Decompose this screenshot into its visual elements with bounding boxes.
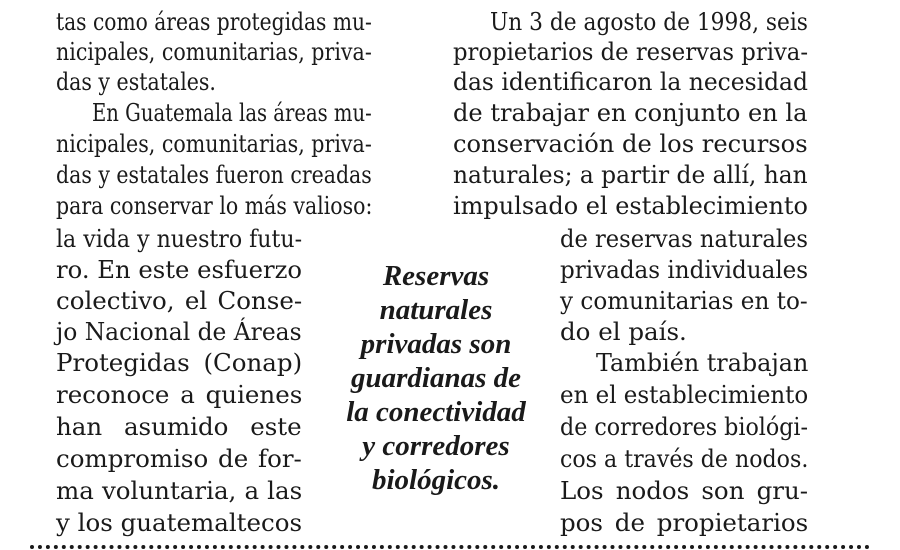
text-line: impulsado el establecimiento [453, 191, 808, 220]
pull-quote-line: naturales [379, 294, 493, 326]
text-line: conservación de los recursos [453, 129, 808, 158]
text-line: de corredores biológi- [560, 412, 809, 441]
text-line: han asumido este [56, 412, 302, 441]
text-line: Un 3 de agosto de 1998, seis [490, 7, 808, 36]
text-line: propietarios de reservas priva- [453, 37, 809, 66]
text-line: cos a través de nodos. [560, 444, 809, 473]
text-line: y los guatemaltecos [56, 508, 303, 537]
text-line: do el país. [560, 317, 687, 346]
text-line: das y estatales fueron creadas [56, 160, 372, 189]
text-line: Los nodos son gru- [560, 476, 809, 505]
pull-quote-line: y corredores [362, 430, 510, 462]
text-line: y comunitarias en to- [560, 286, 808, 315]
text-line: Protegidas (Conap) [56, 348, 303, 377]
text-line: das identificaron la necesidad [453, 67, 808, 96]
text-line: reconoce a quienes [56, 380, 303, 409]
text-line: la vida y nuestro futu- [56, 224, 303, 253]
text-line: También trabajan [596, 348, 809, 377]
text-line: de reservas naturales [560, 224, 809, 253]
text-line: de trabajar en conjunto en la [453, 98, 808, 127]
bottom-text-fragment [30, 545, 870, 549]
text-line: tas como áreas protegidas mu- [56, 7, 372, 36]
pull-quote-line: Reservas [382, 260, 490, 292]
text-line: colectivo, el Conse- [56, 286, 303, 315]
text-line: naturales; a partir de allí, han [453, 160, 808, 189]
pull-quote-line: privadas son [360, 328, 512, 360]
text-line: ma voluntaria, a las [56, 476, 303, 505]
pull-quote-line: guardianas de [350, 362, 521, 394]
text-line: nicipales, comunitarias, priva- [56, 37, 372, 66]
text-line: privadas individuales [560, 255, 809, 284]
text-line: para conservar lo más valioso: [56, 191, 373, 220]
pull-quote-line: la conectividad [346, 396, 526, 428]
pull-quote-line: biológicos. [371, 464, 501, 496]
text-line: ro. En este esfuerzo [56, 255, 303, 284]
text-line: pos de propietarios [560, 508, 809, 537]
text-line: jo Nacional de Áreas [56, 317, 302, 346]
text-line: das y estatales. [56, 67, 216, 96]
text-line: compromiso de for- [56, 444, 302, 473]
text-line: nicipales, comunitarias, priva- [56, 129, 372, 158]
text-line: en el establecimiento [560, 380, 809, 409]
text-line: En Guatemala las áreas mu- [92, 98, 372, 127]
